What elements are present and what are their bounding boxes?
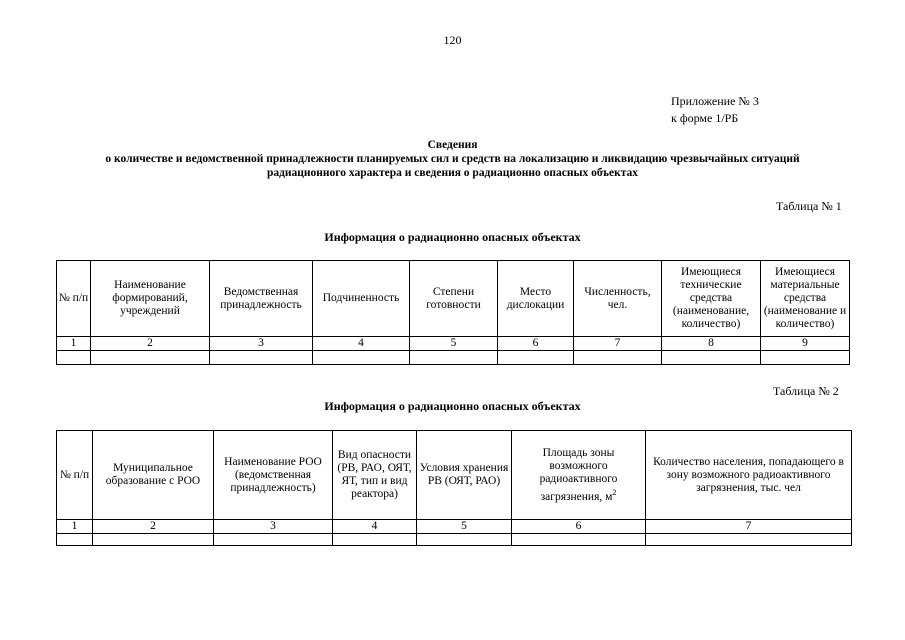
table1-empty-cell[interactable] xyxy=(410,351,498,365)
heading-line-3: радиационного характера и сведения о радиационно опасных объектах xyxy=(266,167,639,179)
annex-line-1: Приложение № 3 xyxy=(671,94,759,108)
table2-number-cell: 1 xyxy=(57,520,93,534)
table2-label: Таблица № 2 xyxy=(773,384,839,398)
table1-header-cell: Место дислокации xyxy=(498,261,574,337)
table2-header-cell: Условия хранения РВ (ОЯТ, РАО) xyxy=(417,431,512,520)
table2-header-cell: Наименование РОО (ведомственная принадлежность) xyxy=(214,431,333,520)
table2-number-cell: 4 xyxy=(333,520,417,534)
table1-empty-cell[interactable] xyxy=(574,351,662,365)
table2-number-cell: 3 xyxy=(214,520,333,534)
table1-number-cell: 4 xyxy=(313,337,410,351)
table2-empty-cell[interactable] xyxy=(512,534,646,546)
table1-number-cell: 1 xyxy=(57,337,91,351)
table-1 xyxy=(56,260,850,365)
table2-number-row xyxy=(57,520,852,534)
table2-title: Информация о радиационно опасных объектах xyxy=(324,399,581,413)
table2-number-cell: 7 xyxy=(646,520,852,534)
annex-note xyxy=(671,93,759,127)
table1-empty-cell[interactable] xyxy=(57,351,91,365)
table1-number-cell: 8 xyxy=(662,337,761,351)
heading-line-1: Сведения xyxy=(427,139,478,151)
table2-empty-row xyxy=(57,534,852,546)
table1-number-cell: 9 xyxy=(761,337,850,351)
page-number: 120 xyxy=(443,33,462,47)
table2-header-cell: Количество населения, попадающего в зону возможного радиоактивного загрязнения, тыс. чел xyxy=(646,431,852,520)
table1-header-row xyxy=(57,261,850,337)
table1-number-row xyxy=(57,337,850,351)
table1-empty-cell[interactable] xyxy=(761,351,850,365)
table2-empty-cell[interactable] xyxy=(646,534,852,546)
table2-header-row xyxy=(57,431,852,520)
area-unit-superscript: 2 xyxy=(612,487,617,497)
table2-header-cell: Муниципальное образование с РОО xyxy=(93,431,214,520)
table2-empty-cell[interactable] xyxy=(57,534,93,546)
table1-label: Таблица № 1 xyxy=(776,199,842,213)
table2-empty-cell[interactable] xyxy=(333,534,417,546)
table1-header-cell: Имеющиеся материальные средства (наименование и количество) xyxy=(761,261,850,337)
table1-number-cell: 5 xyxy=(410,337,498,351)
table1-empty-row xyxy=(57,351,850,365)
table2-number-cell: 6 xyxy=(512,520,646,534)
heading-line-2: о количестве и ведомственной принадлежности планируемых сил и средств на локализацию и ликвидацию чрезвычайных ситуаций xyxy=(105,153,800,165)
document-heading xyxy=(40,138,865,180)
table1-empty-cell[interactable] xyxy=(498,351,574,365)
table1-header-cell: Подчиненность xyxy=(313,261,410,337)
table1-header-cell: № п/п xyxy=(57,261,91,337)
table1-number-cell: 6 xyxy=(498,337,574,351)
table1-empty-cell[interactable] xyxy=(662,351,761,365)
table1-title: Информация о радиационно опасных объектах xyxy=(324,230,581,244)
table1-empty-cell[interactable] xyxy=(210,351,313,365)
table2-number-cell: 2 xyxy=(93,520,214,534)
annex-line-2: к форме 1/РБ xyxy=(671,111,739,125)
table1-header-cell: Степени готовности xyxy=(410,261,498,337)
table1-header-cell: Имеющиеся технические средства (наименование, количество) xyxy=(662,261,761,337)
table2-header-cell: № п/п xyxy=(57,431,93,520)
table2-number-cell: 5 xyxy=(417,520,512,534)
table2-header-cell xyxy=(512,431,646,520)
table1-empty-cell[interactable] xyxy=(91,351,210,365)
table2-empty-cell[interactable] xyxy=(93,534,214,546)
table1-number-cell: 2 xyxy=(91,337,210,351)
table1-number-cell: 7 xyxy=(574,337,662,351)
table1-header-cell: Наименование формирований, учреждений xyxy=(91,261,210,337)
table-2 xyxy=(56,430,852,546)
table1-number-cell: 3 xyxy=(210,337,313,351)
table1-header-cell: Численность, чел. xyxy=(574,261,662,337)
table1-header-cell: Ведомственная принадлежность xyxy=(210,261,313,337)
table2-empty-cell[interactable] xyxy=(417,534,512,546)
table1-empty-cell[interactable] xyxy=(313,351,410,365)
table2-header-cell: Вид опасности (РВ, РАО, ОЯТ, ЯТ, тип и вид реактора) xyxy=(333,431,417,520)
table2-empty-cell[interactable] xyxy=(214,534,333,546)
table2-area-header-text: Площадь зоны возможного радиоактивного загрязнения, м xyxy=(539,446,618,503)
